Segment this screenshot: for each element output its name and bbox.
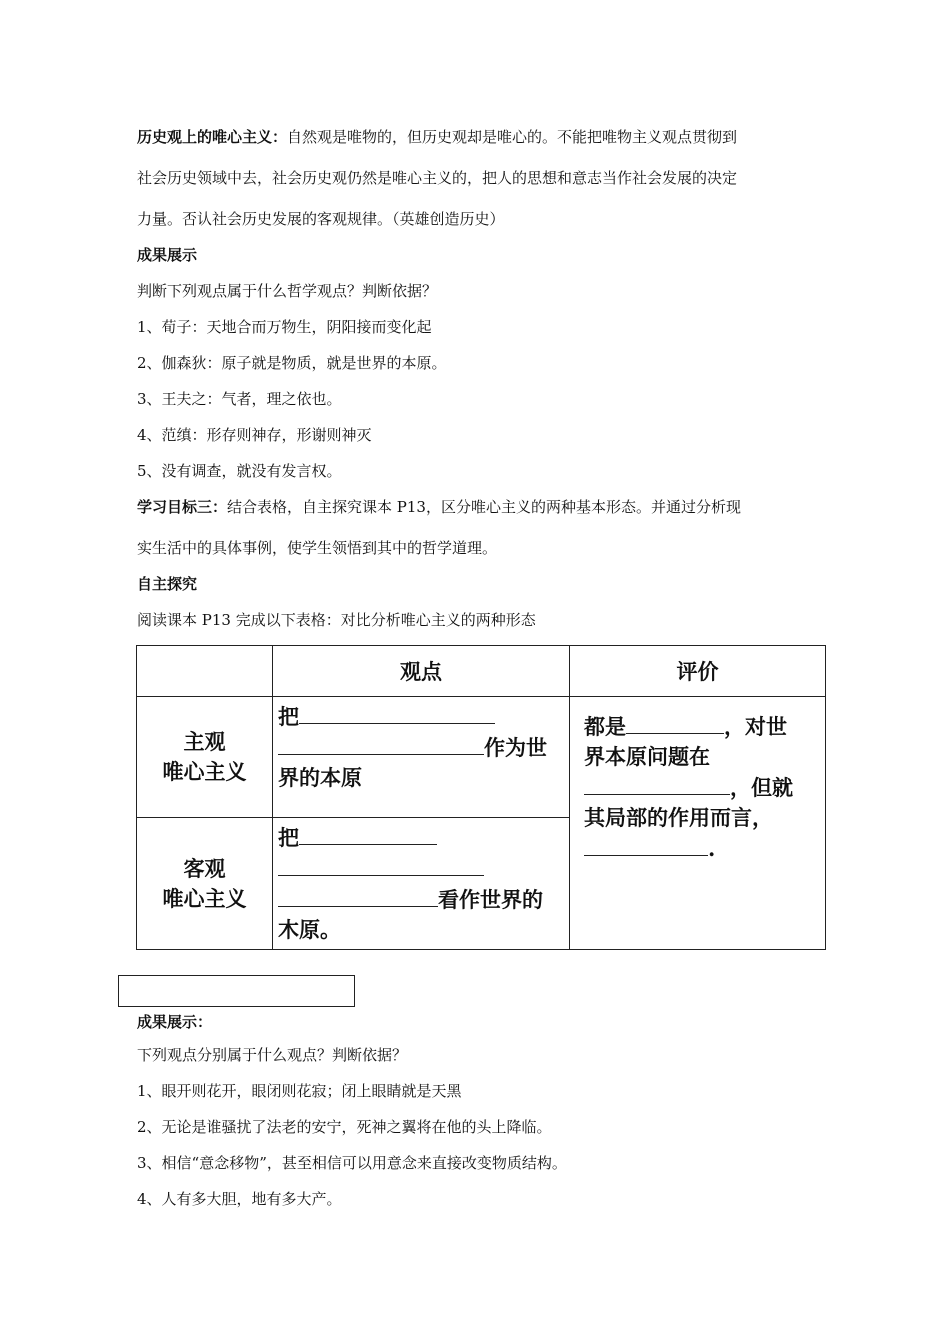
empty-text-box (118, 975, 355, 1007)
eval-text: 都是 (584, 714, 626, 739)
fill-blank[interactable] (278, 732, 484, 755)
fill-blank[interactable] (299, 822, 437, 845)
view-cell-objective (273, 818, 570, 950)
view-prefix: 把 (278, 825, 299, 850)
section1-item: 1、荀子：天地合而万物生，阴阳接而变化起 (137, 318, 432, 336)
table-header-view: 观点 (273, 646, 570, 697)
section2-item: 3、相信“意念移物”，甚至相信可以用意念来直接改变物质结构。 (137, 1154, 567, 1172)
row-label-line: 客观 (183, 855, 226, 881)
fill-blank[interactable] (299, 701, 495, 724)
section1-item: 5、没有调查，就没有发言权。 (137, 462, 342, 480)
section2-item: 1、眼开则花开，眼闭则花寂；闭上眼睛就是天黑 (137, 1082, 462, 1100)
view-mid: 看作世界的 (438, 887, 543, 912)
goal3-line-2: 实生活中的具体事例，使学生领悟到其中的哲学道理。 (137, 539, 498, 557)
table-row-subjective (137, 697, 826, 818)
fill-blank[interactable] (584, 833, 708, 856)
view-cell-subjective (273, 697, 570, 818)
row-label-subjective (137, 697, 273, 818)
fill-blank[interactable] (584, 772, 730, 795)
eval-text: . (708, 836, 716, 861)
section1-item: 3、王夫之：气者，理之依也。 (137, 390, 342, 408)
fill-blank[interactable] (278, 884, 438, 907)
eval-text: 其局部的作用而言， (584, 805, 773, 830)
section1-item: 4、范缜：形存则神存，形谢则神灭 (137, 426, 372, 444)
table-header-evaluation: 评价 (570, 646, 826, 697)
goal3-line-1-text: 结合表格，自主探究课本 P13，区分唯心主义的两种基本形态。并通过分析现 (227, 498, 741, 516)
view-end: 界的本原 (278, 765, 362, 790)
view-end: 木原。 (278, 917, 341, 942)
table-header-row (137, 646, 826, 697)
goal3-line-1 (137, 497, 741, 517)
intro-line-1 (137, 127, 737, 147)
evaluation-cell (570, 697, 826, 950)
view-prefix: 把 (278, 704, 299, 729)
section2-title: 成果展示： (137, 1013, 213, 1031)
row-label-line: 主观 (183, 729, 226, 754)
intro-line-2: 社会历史领域中去，社会历史观仍然是唯心主义的，把人的思想和意志当作社会发展的决定 (137, 169, 738, 187)
table-header-empty (137, 646, 273, 697)
intro-line-1-text: 自然观是唯物的，但历史观却是唯心的。不能把唯物主义观点贯彻到 (287, 128, 738, 146)
section2-item: 2、无论是谁骚扰了法老的安宁，死神之翼将在他的头上降临。 (137, 1118, 552, 1136)
view-mid: 作为世 (484, 735, 547, 760)
goal3-heading: 学习目标三： (137, 498, 228, 516)
section1-item: 2、伽森狄：原子就是物质，就是世界的本原。 (137, 354, 447, 372)
intro-line-3: 力量。否认社会历史发展的客观规律。（英雄创造历史） (137, 210, 505, 228)
section1-title: 成果展示 (137, 246, 198, 264)
explore-instruction: 阅读课本 P13 完成以下表格：对比分析唯心主义的两种形态 (137, 611, 536, 629)
row-label-objective (137, 818, 273, 950)
explore-title: 自主探究 (137, 575, 198, 593)
fill-blank[interactable] (278, 853, 484, 876)
section1-question: 判断下列观点属于什么哲学观点？判断依据？ (137, 282, 438, 300)
comparison-table (136, 645, 826, 950)
section2-question: 下列观点分别属于什么观点？判断依据？ (137, 1046, 408, 1064)
eval-text: ，对世 (724, 714, 787, 739)
intro-heading: 历史观上的唯心主义： (137, 128, 288, 146)
fill-blank[interactable] (626, 711, 724, 734)
eval-text: ，但就 (730, 775, 793, 800)
row-label-line: 唯心主义 (162, 759, 247, 784)
eval-text: 界本原问题在 (584, 744, 710, 769)
section2-item: 4、人有多大胆，地有多大产。 (137, 1190, 342, 1208)
row-label-line: 唯心主义 (162, 885, 247, 911)
